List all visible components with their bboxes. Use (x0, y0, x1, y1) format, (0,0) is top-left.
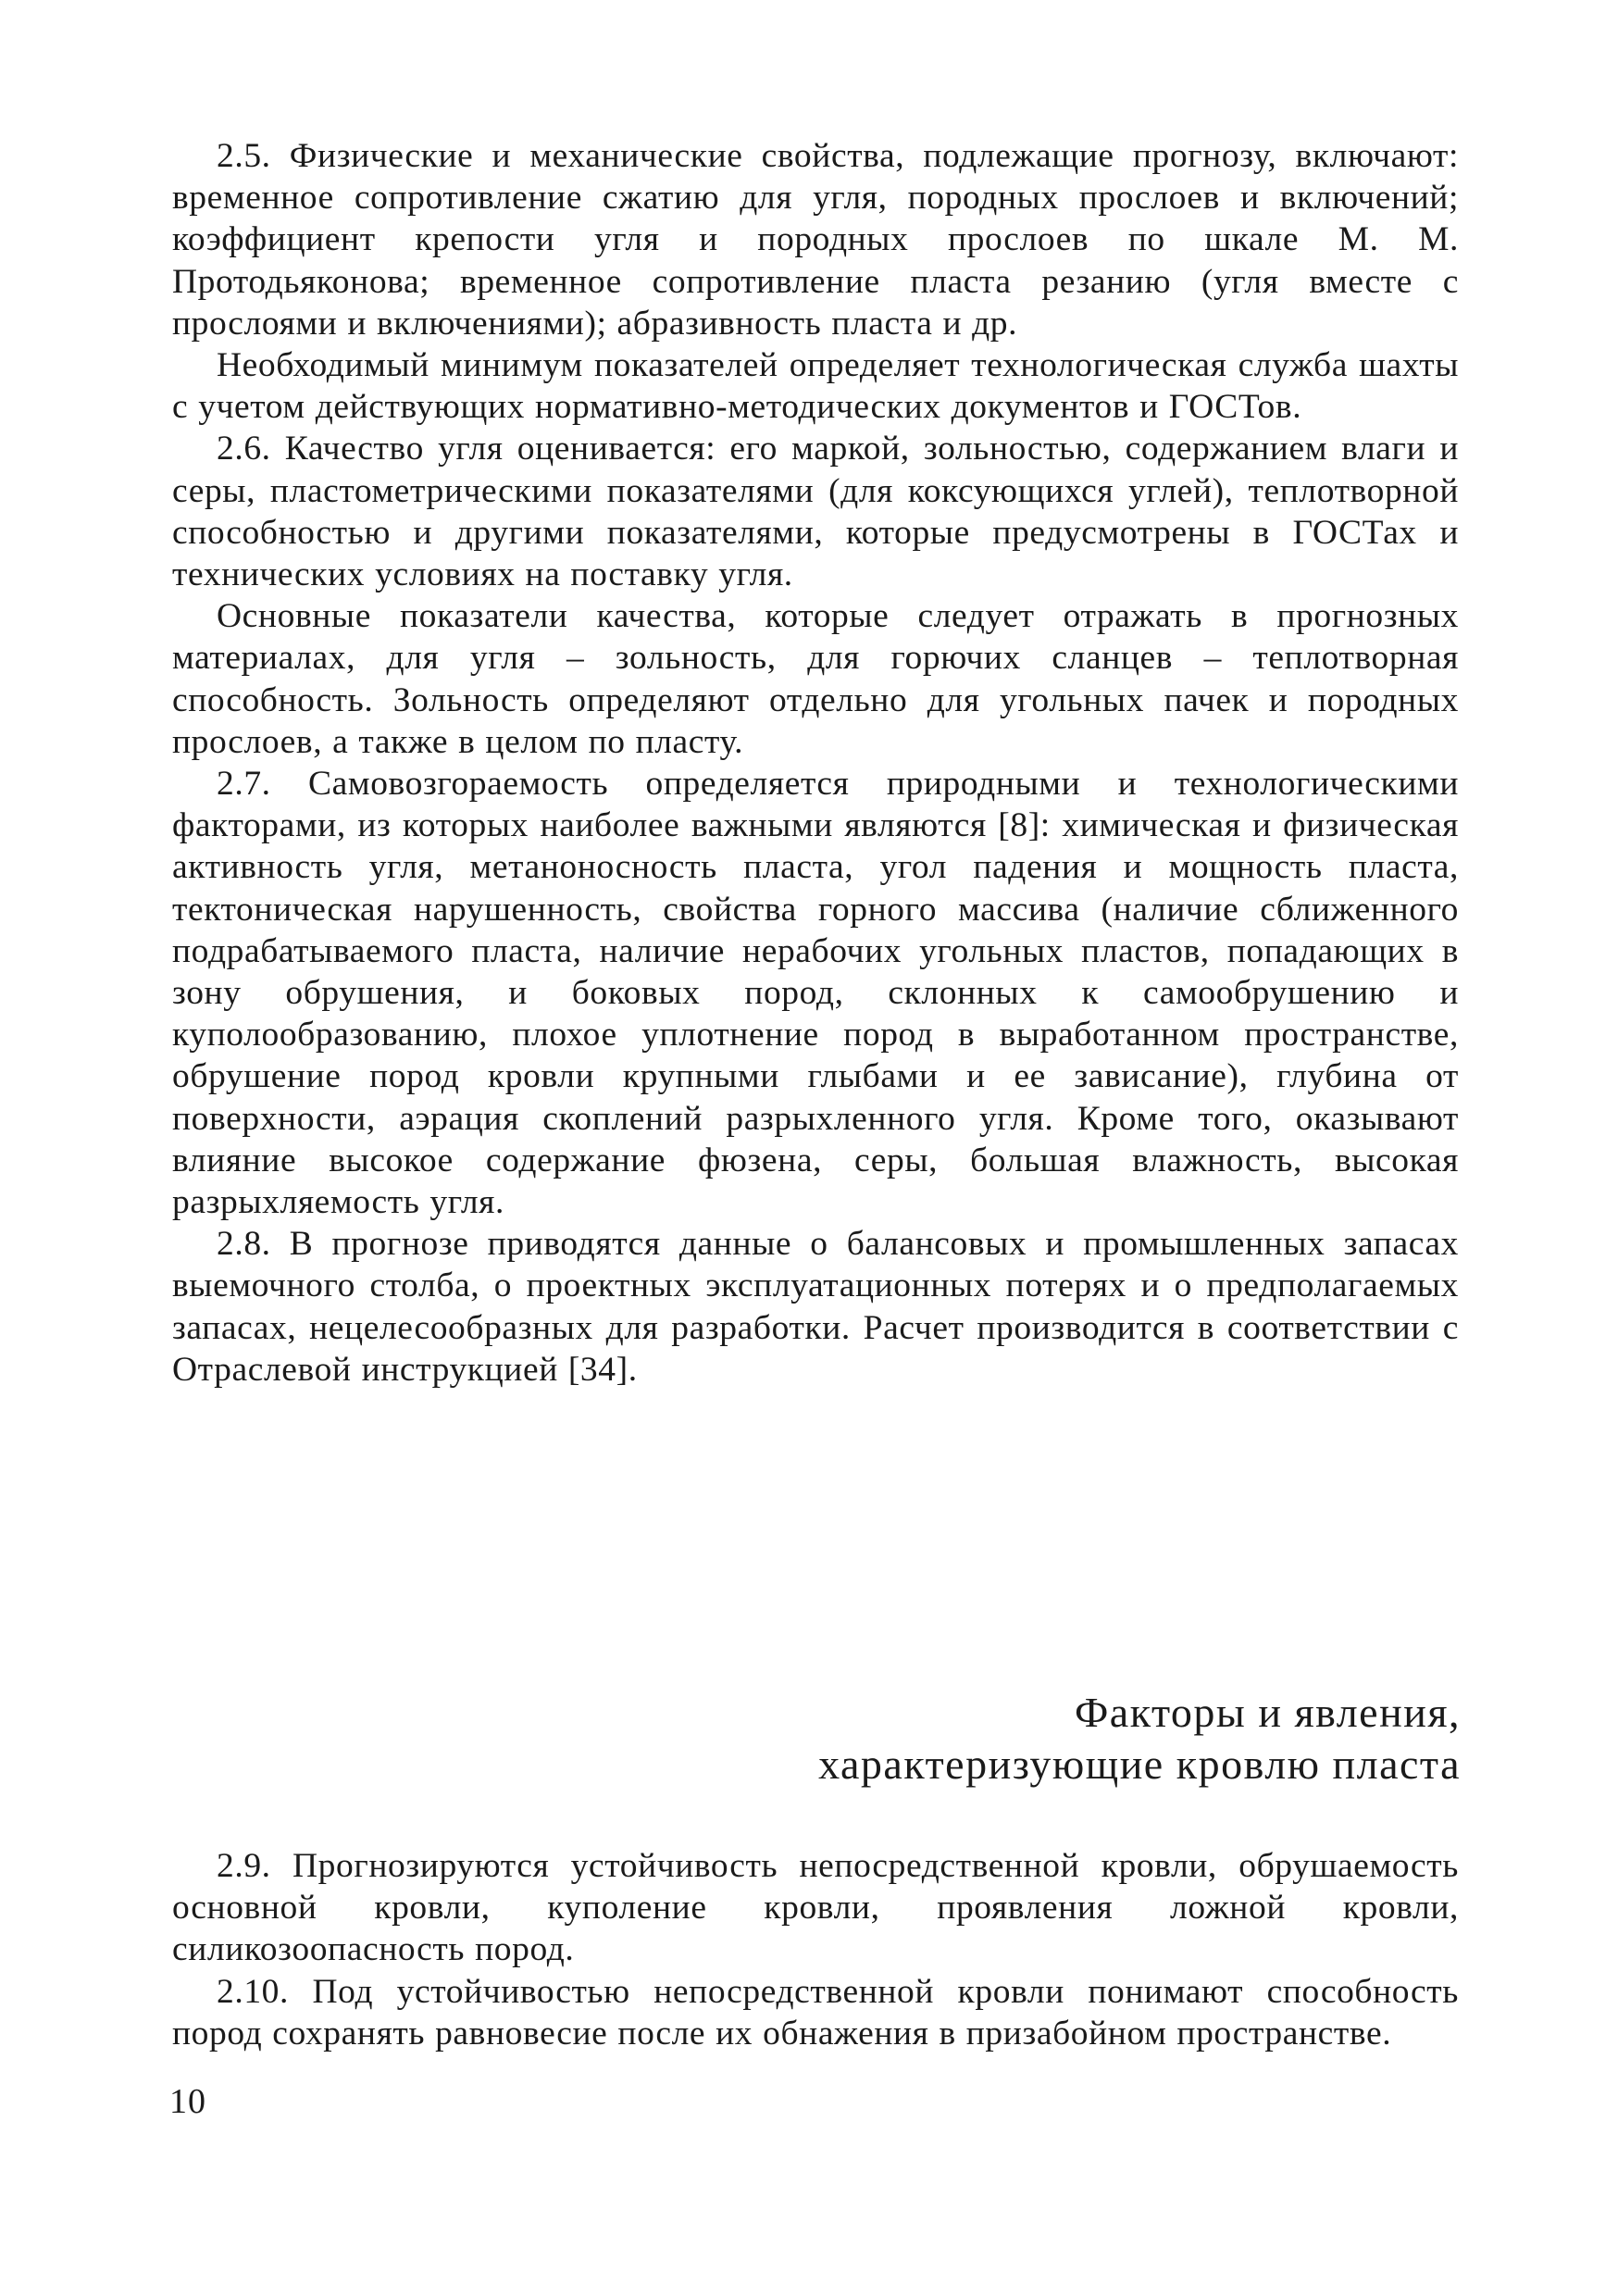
body-text-top (172, 135, 1459, 1391)
paragraph-2-6: 2.6. Качество угля оценивается: его маркой, зольностью, содержанием влаги и серы, пластометрическими показателями (для коксующихся углей), теплотворной способностью и другими показателями, которые предусмотрены в ГОСТах и технических условиях на поставку угля. (172, 430, 1459, 594)
paragraph-2-5: 2.5. Физические и механические свойства, подлежащие прогнозу, включают: временное сопротивление сжатию для угля, породных прослоев и включений; коэффициент крепости угля и породных прослоев по шкале М. М. Протодьяконова; временное сопротивление пласта резанию (угля вместе с прослоями и включениями); абразивность пласта и др. (172, 137, 1459, 343)
paragraph-2-10: 2.10. Под устойчивостью непосредственной кровли понимают способность пород сохранять равновесие после их обнажения в призабойном пространстве. (172, 1972, 1459, 2053)
paragraph-2-7: 2.7. Самовозгораемость определяется природными и технологическими факторами, из которых наиболее важными являются [8]: химическая и физическая активность угля, метаноносность пласта, угол падения и мощность пласта, тектоническая нарушенность, свойства горного массива (наличие сближенного подрабатываемого пласта, наличие нерабочих угольных пластов, попадающих в зону обрушения, и боковых пород, склонных к самообрушению и куполообразованию, плохое уплотнение пород в выработанном пространстве, обрушение пород кровли крупными глыбами и ее зависание), глубина от поверхности, аэрация скоплений разрыхленного угля. Кроме того, оказывают влияние высокое содержание фюзена, серы, большая влажность, высокая разрыхляемость угля. (172, 765, 1459, 1222)
paragraph-2-9: 2.9. Прогнозируются устойчивость непосредственной кровли, обрушаемость основной кровли, куполение кровли, проявления ложной кровли, силикозоопасность пород. (172, 1847, 1459, 1969)
paragraph-indicators-minimum: Необходимый минимум показателей определяет технологическая служба шахты с учетом действующих нормативно-методических документов и ГОСТов. (172, 346, 1459, 427)
page-number: 10 (169, 2082, 206, 2121)
paragraph-quality-indicators: Основные показатели качества, которые следует отражать в прогнозных материалах, для угля – зольность, для горючих сланцев – теплотворная способность. Зольность определяют отдельно для угольных пачек и породных прослоев, а также в целом по пласту. (172, 597, 1459, 761)
paragraph-2-8: 2.8. В прогнозе приводятся данные о балансовых и промышленных запасах выемочного столба, о проектных эксплуатационных потерях и о предполагаемых запасах, нецелесообразных для разработки. Расчет производится в соответствии с Отраслевой инструкцией [34]. (172, 1225, 1459, 1389)
section-heading-line-2: характеризующие кровлю пласта (818, 1741, 1461, 1788)
section-heading (818, 1687, 1461, 1791)
body-text-bottom (172, 1845, 1459, 2054)
section-heading-line-1: Факторы и явления, (1074, 1689, 1461, 1736)
